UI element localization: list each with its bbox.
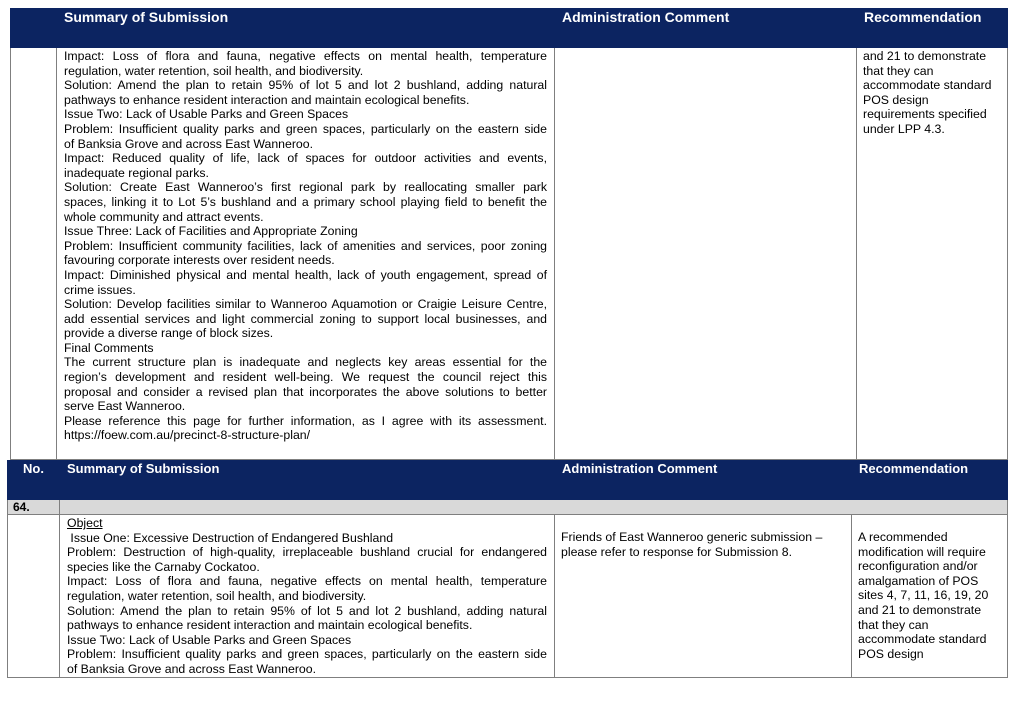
text-line: POS design <box>863 92 929 107</box>
text-line: Issue Two: Lack of Usable Parks and Green Spaces <box>64 107 349 122</box>
recommendation-cell <box>857 48 1008 460</box>
text-line: regulation, water retention, soil health, and biodiversity. <box>64 63 364 78</box>
text-line: Problem: Insufficient community facilities, lack of amenities and services, poor zoning <box>64 238 547 253</box>
text-line: Issue Three: Lack of Facilities and Appropriate Zoning <box>64 224 358 239</box>
text-line: reconfiguration and/or <box>858 559 978 574</box>
header-no: No. <box>8 461 60 500</box>
recommendation-cell <box>852 515 1008 678</box>
text-line: A recommended <box>858 530 948 544</box>
text-line: requirements specified <box>863 107 987 122</box>
table-row <box>11 48 1008 460</box>
text-line: crime issues. <box>64 282 136 297</box>
text-line: region’s development and resident well-being. We request the council reject this <box>64 370 547 385</box>
text-line: Please reference this page for further information, as I agree with its assessment. <box>64 413 547 428</box>
summary-cell <box>57 48 555 460</box>
text-line: serve East Wanneroo. <box>64 399 186 414</box>
text-line: Impact: Reduced quality of life, lack of spaces for outdoor activities and events, <box>64 151 547 166</box>
text-line: species like the Carnaby Cockatoo. <box>67 559 260 574</box>
text-line: regulation, water retention, soil health, and biodiversity. <box>67 588 367 603</box>
text-line: whole community and attract events. <box>64 209 264 224</box>
header-summary: Summary of Submission <box>57 9 555 48</box>
text-line: Friends of East Wanneroo generic submission – <box>561 530 823 544</box>
text-line: Impact: Diminished physical and mental health, lack of youth engagement, spread of <box>64 267 547 282</box>
text-line: and 21 to demonstrate <box>863 49 987 63</box>
admin-comment-cell <box>555 515 852 678</box>
table-header-row <box>11 9 1008 48</box>
submission-table <box>7 460 1008 678</box>
object-label: Object <box>67 516 103 530</box>
text-line: inadequate regional parks. <box>64 165 209 180</box>
text-line: https://foew.com.au/precinct-8-structure-plan/ <box>64 428 311 443</box>
submission-number: 64. <box>8 500 60 515</box>
text-line: pathways to enhance resident interaction and maintain ecological benefits. <box>67 618 473 633</box>
header-recommendation: Recommendation <box>852 461 1008 500</box>
text-line: that they can <box>858 617 929 632</box>
text-line: Solution: Develop facilities similar to Wanneroo Aquamotion or Craigie Leisure Centre, <box>64 297 547 312</box>
admin-comment-text <box>561 530 845 559</box>
text-line: Problem: Destruction of high-quality, irreplaceable bushland crucial for endangered <box>67 545 547 560</box>
text-line: provide a diverse range of block sizes. <box>64 326 274 341</box>
number-cell <box>11 48 57 460</box>
text-line: Impact: Loss of flora and fauna, negative effects on mental health, temperature <box>64 49 547 63</box>
header-admin-comment: Administration Comment <box>555 9 857 48</box>
text-line: favouring corporate interests over resident needs. <box>64 253 335 268</box>
header-summary: Summary of Submission <box>60 461 555 500</box>
text-line: and 21 to demonstrate <box>858 602 982 617</box>
text-line: Issue Two: Lack of Usable Parks and Green Spaces <box>67 632 352 647</box>
text-line: The current structure plan is inadequate and neglects key areas essential for the <box>64 355 547 370</box>
submission-table-continued <box>10 8 1008 460</box>
header-recommendation: Recommendation <box>857 9 1008 48</box>
text-line: amalgamation of POS <box>858 573 979 588</box>
text-line: of Banksia Grove and across East Wanneroo. <box>67 661 317 676</box>
summary-cell <box>60 515 555 678</box>
text-line: accommodate standard <box>863 78 992 93</box>
admin-comment-cell <box>555 48 857 460</box>
table-header-row <box>8 461 1008 500</box>
header-no <box>11 9 57 48</box>
summary-text <box>67 531 547 677</box>
text-line: Issue One: Excessive Destruction of Endangered Bushland <box>67 530 394 545</box>
text-line: add essential services and light commercial zoning to support local businesses, and <box>64 311 547 326</box>
number-cell <box>8 515 60 678</box>
text-line: Problem: Insufficient quality parks and green spaces, particularly on the eastern side <box>64 121 547 136</box>
text-line: of Banksia Grove and across East Wanneroo. <box>64 136 314 151</box>
text-line: sites 4, 7, 11, 16, 19, 20 <box>858 588 989 603</box>
text-line: POS design <box>858 646 924 661</box>
text-line: pathways to enhance resident interaction and maintain ecological benefits. <box>64 92 470 107</box>
text-line: that they can <box>863 63 934 78</box>
text-line: Solution: Amend the plan to retain 95% of lot 5 and lot 2 bushland, adding natural <box>67 603 547 618</box>
text-line: Final Comments <box>64 340 154 355</box>
text-line: Solution: Create East Wanneroo’s first regional park by reallocating smaller park <box>64 180 547 195</box>
text-line: Solution: Amend the plan to retain 95% of lot 5 and lot 2 bushland, adding natural <box>64 78 547 93</box>
text-line: spaces, linking it to Lot 5’s bushland and a primary school playing field to benefit the <box>64 194 547 209</box>
text-line: Impact: Loss of flora and fauna, negative effects on mental health, temperature <box>67 574 547 589</box>
text-line: under LPP 4.3. <box>863 121 945 136</box>
table-row <box>8 515 1008 678</box>
text-line: proposal and consider a revised plan that incorporates the above solutions to better <box>64 384 547 399</box>
recommendation-text <box>858 530 1001 661</box>
text-line: Problem: Insufficient quality parks and green spaces, particularly on the eastern side <box>67 647 547 662</box>
recommendation-text <box>863 49 1001 137</box>
text-line: modification will require <box>858 544 986 559</box>
submission-number-row <box>8 500 1008 515</box>
text-line: accommodate standard <box>858 632 987 647</box>
submission-number-filler <box>60 500 1008 515</box>
text-line: please refer to response for Submission 8. <box>561 544 793 559</box>
summary-text <box>64 49 547 443</box>
header-admin-comment: Administration Comment <box>555 461 852 500</box>
